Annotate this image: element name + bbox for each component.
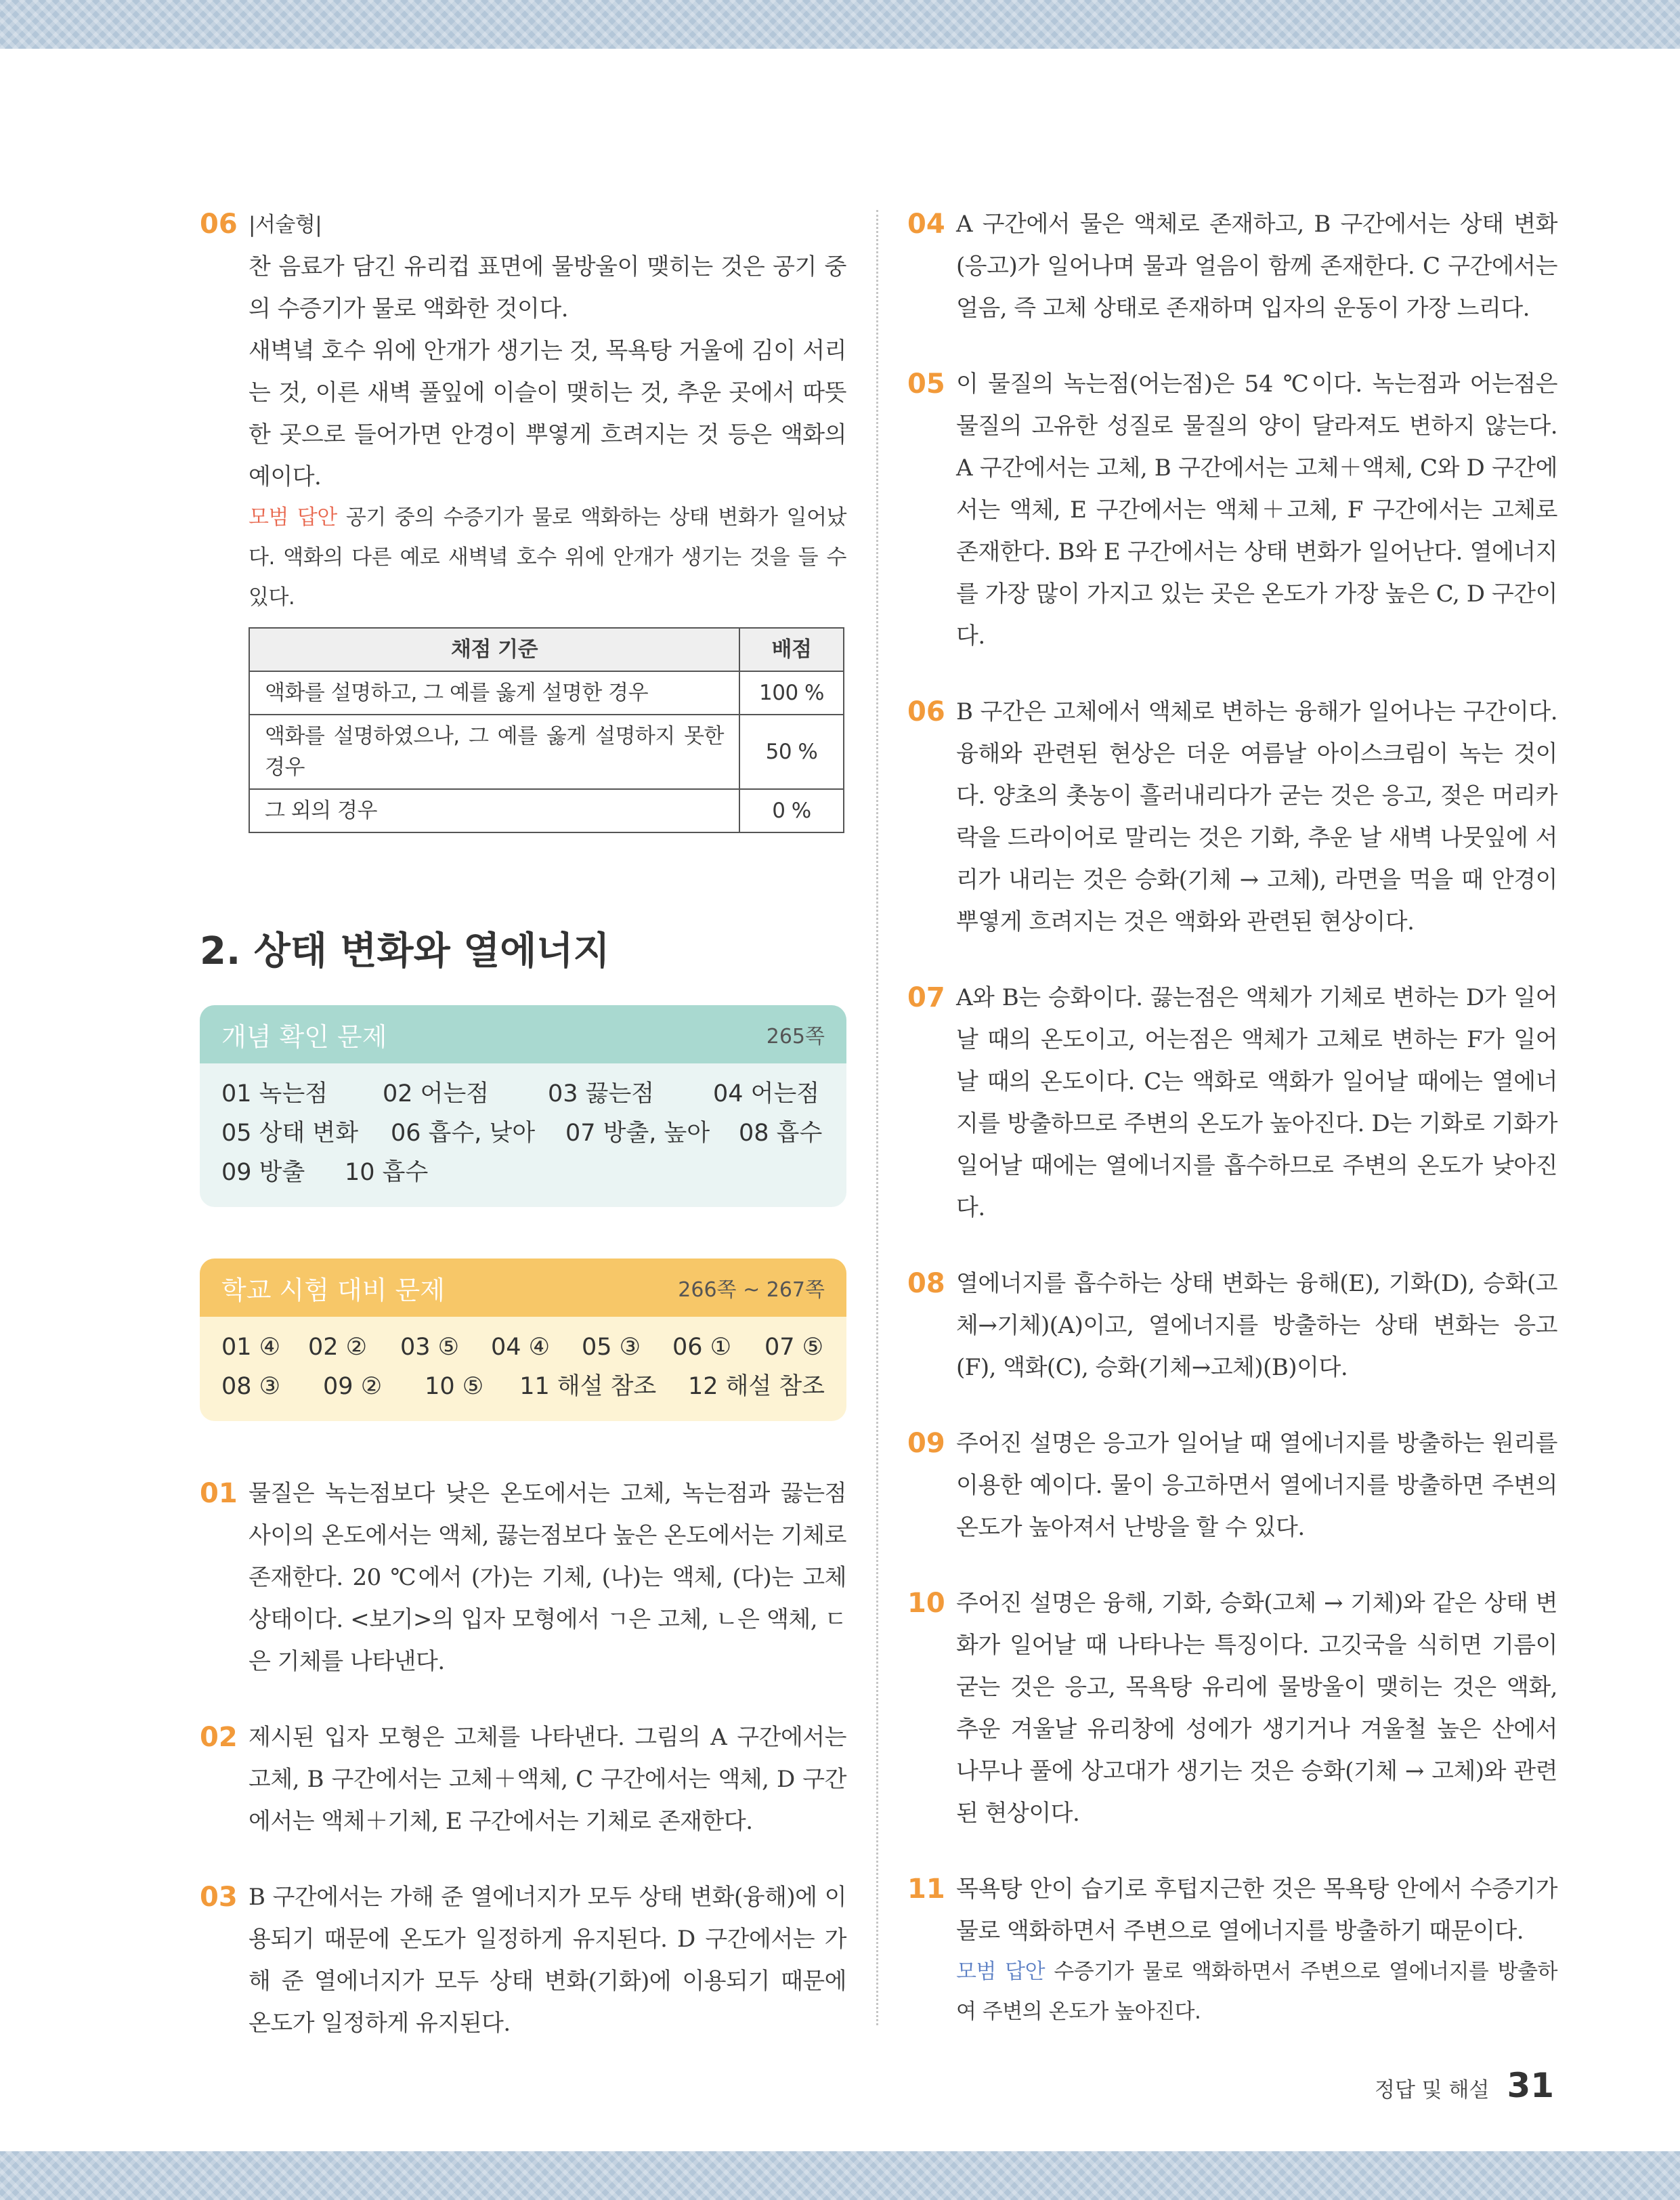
answer-08 bbox=[907, 1263, 1557, 1389]
answer-06-essay bbox=[200, 203, 846, 833]
explanation-text: 이 물질의 녹는점(어는점)은 54 ℃이다. 녹는점과 어는점은 물질의 고유한 성질로 물질의 양이 달라져도 변하지 않는다. A 구간에서는 고체, B 구간에서는 고체＋액체, C와 D 구간에서는 액체, E 구간에서는 액체＋고체, F 구간에서는 고체로 존재한다. B와 E 구간에서는 상태 변화가 일어난다. 열에너지를 가장 많이 가지고 있는 곳은 온도가 가장 높은 C, D 구간이다. bbox=[956, 371, 1557, 650]
question-number: 04 bbox=[907, 209, 945, 240]
answer-row bbox=[221, 1328, 825, 1367]
explanation-paragraph: 새벽녘 호수 위에 안개가 생기는 것, 목욕탕 거울에 김이 서리는 것, 이른 새벽 풀잎에 이슬이 맺히는 것, 추운 곳에서 따뜻한 곳으로 들어가면 안경이 뿌옇게 흐려지는 것 등은 액화의 예이다. bbox=[249, 337, 846, 490]
table-row bbox=[249, 715, 844, 789]
question-number: 06 bbox=[907, 696, 945, 727]
footer-label: 정답 및 해설 bbox=[1375, 2078, 1490, 2102]
criteria-cell: 액화를 설명하였으나, 그 예를 옳게 설명하지 못한 경우 bbox=[249, 715, 739, 789]
answer-item: 03 ⑤ bbox=[400, 1334, 460, 1361]
question-number: 10 bbox=[907, 1588, 945, 1619]
question-number: 11 bbox=[907, 1874, 945, 1905]
answer-item: 03 끓는점 bbox=[548, 1080, 655, 1107]
answer-item: 10 ⑤ bbox=[425, 1373, 484, 1400]
score-cell: 0 % bbox=[739, 789, 844, 832]
question-number: 06 bbox=[200, 209, 238, 240]
left-column bbox=[200, 203, 846, 2078]
answer-item: 05 ③ bbox=[582, 1334, 641, 1361]
grading-header-score: 배점 bbox=[739, 628, 844, 671]
question-number: 09 bbox=[907, 1428, 945, 1459]
criteria-cell: 액화를 설명하고, 그 예를 옳게 설명한 경우 bbox=[249, 671, 739, 715]
model-answer-text: 공기 중의 수증기가 물로 액화하는 상태 변화가 일어났다. 액화의 다른 예로 새벽녘 호수 위에 안개가 생기는 것을 들 수 있다. bbox=[249, 505, 846, 610]
essay-tag: |서술형| bbox=[249, 213, 322, 237]
model-answer-label: 모범 답안 bbox=[249, 505, 337, 530]
score-cell: 100 % bbox=[739, 671, 844, 715]
answer-03 bbox=[200, 1876, 846, 2044]
answer-item: 01 ④ bbox=[221, 1334, 281, 1361]
exam-prep-box bbox=[200, 1258, 846, 1421]
concept-check-box bbox=[200, 1005, 846, 1207]
model-answer bbox=[249, 498, 846, 618]
answer-item: 06 흡수, 낮아 bbox=[391, 1120, 536, 1147]
answer-07 bbox=[907, 977, 1557, 1229]
criteria-cell: 그 외의 경우 bbox=[249, 789, 739, 832]
explanation-text: 열에너지를 흡수하는 상태 변화는 융해(E), 기화(D), 승화(고체→기체)(A)이고, 열에너지를 방출하는 상태 변화는 응고(F), 액화(C), 승화(기체→고체)(B)이다. bbox=[956, 1270, 1557, 1381]
explanation-text: B 구간에서는 가해 준 열에너지가 모두 상태 변화(융해)에 이용되기 때문에 온도가 일정하게 유지된다. D 구간에서는 가해 준 열에너지가 모두 상태 변화(기화)에 이용되기 때문에 온도가 일정하게 유지된다. bbox=[249, 1884, 846, 2037]
explanation-text: B 구간은 고체에서 액체로 변하는 융해가 일어나는 구간이다. 융해와 관련된 현상은 더운 여름날 아이스크림이 녹는 것이다. 양초의 촛농이 흘러내리다가 굳는 것은 응고, 젖은 머리카락을 드라이어로 말리는 것은 기화, 추운 날 새벽 나뭇잎에 서리가 내리는 것은 승화(기체 → 고체), 라면을 먹을 때 안경이 뿌옇게 흐려지는 것은 액화와 관련된 현상이다. bbox=[956, 698, 1557, 935]
answer-item: 05 상태 변화 bbox=[221, 1120, 359, 1147]
answer-item: 02 어는점 bbox=[383, 1080, 490, 1107]
answer-item: 10 흡수 bbox=[345, 1159, 429, 1186]
answer-item: 04 ④ bbox=[491, 1334, 551, 1361]
answer-item: 09 방출 bbox=[221, 1159, 305, 1186]
answer-item: 04 어는점 bbox=[713, 1080, 820, 1107]
answer-item: 08 ③ bbox=[221, 1373, 281, 1400]
table-row bbox=[249, 671, 844, 715]
grading-header-criteria: 채점 기준 bbox=[249, 628, 739, 671]
bottom-decorative-band bbox=[0, 2151, 1680, 2200]
answer-item: 07 ⑤ bbox=[764, 1334, 824, 1361]
question-number: 01 bbox=[200, 1478, 238, 1509]
exam-box-title: 학교 시험 대비 문제 bbox=[221, 1275, 445, 1305]
answer-item: 09 ② bbox=[323, 1373, 383, 1400]
answer-04 bbox=[907, 203, 1557, 329]
question-number: 03 bbox=[200, 1882, 238, 1913]
page-number: 31 bbox=[1507, 2066, 1555, 2105]
concept-box-title: 개념 확인 문제 bbox=[221, 1021, 387, 1052]
exam-box-page: 266쪽 ~ 267쪽 bbox=[678, 1278, 825, 1302]
question-number: 08 bbox=[907, 1268, 945, 1299]
page-footer bbox=[1375, 2066, 1554, 2105]
answer-06 bbox=[907, 691, 1557, 943]
answer-item: 01 녹는점 bbox=[221, 1080, 328, 1107]
model-answer-text: 수증기가 물로 액화하면서 주변으로 열에너지를 방출하여 주변의 온도가 높아진다. bbox=[956, 1960, 1557, 2024]
answer-item: 08 흡수 bbox=[739, 1120, 823, 1147]
concept-box-page: 265쪽 bbox=[766, 1025, 825, 1049]
right-column bbox=[907, 203, 1557, 2066]
explanation-paragraph: 찬 음료가 담긴 유리컵 표면에 물방울이 맺히는 것은 공기 중의 수증기가 물로 액화한 것이다. bbox=[249, 253, 846, 322]
answer-item: 02 ② bbox=[308, 1334, 368, 1361]
model-answer-label: 모범 답안 bbox=[956, 1960, 1046, 1984]
table-row bbox=[249, 789, 844, 832]
answer-item: 06 ① bbox=[672, 1334, 732, 1361]
score-cell: 50 % bbox=[739, 715, 844, 789]
explanation-text: A와 B는 승화이다. 끓는점은 액체가 기체로 변하는 D가 일어날 때의 온도이고, 어는점은 액체가 고체로 변하는 F가 일어날 때의 온도이다. C는 액화로 액화가 일어날 때에는 열에너지를 방출하므로 주변의 온도가 높아진다. D는 기화로 기화가 일어날 때에는 열에너지를 흡수하므로 주변의 온도가 낮아진다. bbox=[956, 984, 1557, 1221]
question-number: 07 bbox=[907, 982, 945, 1013]
answer-row bbox=[221, 1074, 825, 1114]
answer-item: 12 해설 참조 bbox=[687, 1373, 825, 1400]
explanation-text: 목욕탕 안이 습기로 후텁지근한 것은 목욕탕 안에서 수증기가 물로 액화하면서 주변으로 열에너지를 방출하기 때문이다. bbox=[956, 1876, 1557, 1945]
grading-table bbox=[249, 627, 844, 833]
answer-10 bbox=[907, 1582, 1557, 1834]
answer-item: 07 방출, 높아 bbox=[565, 1120, 710, 1147]
explanation-text: 물질은 녹는점보다 낮은 온도에서는 고체, 녹는점과 끓는점 사이의 온도에서는 액체, 끓는점보다 높은 온도에서는 기체로 존재한다. 20 ℃에서 (가)는 기체, (나)는 액체, (다)는 고체 상태이다. <보기>의 입자 모형에서 ㄱ은 고체, ㄴ은 액체, ㄷ은 기체를 나타낸다. bbox=[249, 1480, 846, 1675]
answer-item: 11 해설 참조 bbox=[519, 1373, 657, 1400]
explanation-text: 제시된 입자 모형은 고체를 나타낸다. 그림의 A 구간에서는 고체, B 구간에서는 고체＋액체, C 구간에서는 액체, D 구간에서는 액체＋기체, E 구간에서는 기체로 존재한다. bbox=[249, 1724, 846, 1835]
explanation-text: 주어진 설명은 응고가 일어날 때 열에너지를 방출하는 원리를 이용한 예이다. 물이 응고하면서 열에너지를 방출하면 주변의 온도가 높아져서 난방을 할 수 있다. bbox=[956, 1430, 1557, 1541]
answer-row bbox=[221, 1367, 825, 1406]
answer-01 bbox=[200, 1473, 846, 1683]
answer-05 bbox=[907, 363, 1557, 657]
answer-row bbox=[221, 1153, 825, 1192]
top-decorative-band bbox=[0, 0, 1680, 49]
answer-02 bbox=[200, 1716, 846, 1842]
answer-row bbox=[221, 1114, 825, 1153]
question-number: 05 bbox=[907, 368, 945, 400]
explanation-text: A 구간에서 물은 액체로 존재하고, B 구간에서는 상태 변화(응고)가 일어나며 물과 얼음이 함께 존재한다. C 구간에서는 얼음, 즉 고체 상태로 존재하며 입자의 운동이 가장 느리다. bbox=[956, 211, 1557, 322]
question-number: 02 bbox=[200, 1722, 238, 1753]
column-divider bbox=[876, 210, 878, 2025]
section-title: 2. 상태 변화와 열에너지 bbox=[200, 929, 610, 973]
answer-09 bbox=[907, 1422, 1557, 1548]
answer-11 bbox=[907, 1868, 1557, 2032]
explanation-text: 주어진 설명은 융해, 기화, 승화(고체 → 기체)와 같은 상태 변화가 일어날 때 나타나는 특징이다. 고깃국을 식히면 기름이 굳는 것은 응고, 목욕탕 유리에 물방울이 맺히는 것은 액화, 추운 겨울날 유리창에 성에가 생기거나 겨울철 높은 산에서 나무나 풀에 상고대가 생기는 것은 승화(기체 → 고체)와 관련된 현상이다. bbox=[956, 1590, 1557, 1827]
model-answer bbox=[956, 1952, 1557, 2032]
